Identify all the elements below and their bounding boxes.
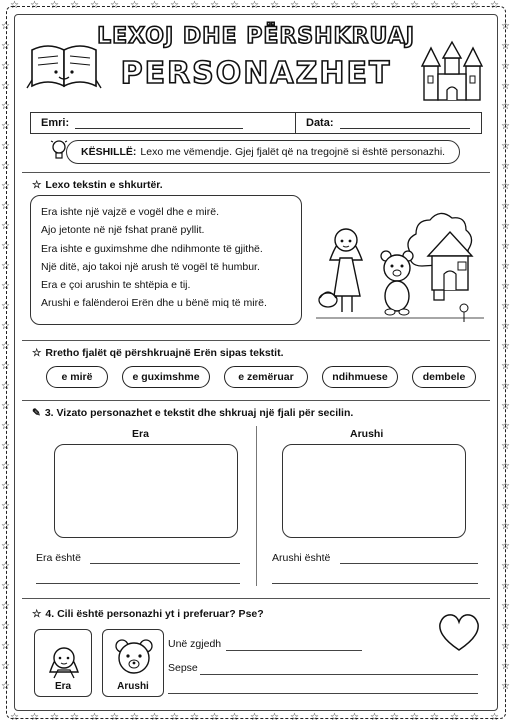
border-star-icon: ☆ <box>210 0 219 11</box>
choice-label-arushi: Arushi <box>117 681 149 692</box>
answer3-line[interactable] <box>168 693 478 694</box>
word-option[interactable]: ndihmuese <box>322 366 398 388</box>
border-star-icon: ☆ <box>70 0 79 11</box>
word-option[interactable]: e guximshme <box>122 366 210 388</box>
border-star-icon: ☆ <box>30 712 39 723</box>
border-star-icon: ☆ <box>1 221 10 232</box>
border-star-icon: ☆ <box>430 712 439 723</box>
border-star-icon: ☆ <box>501 21 510 32</box>
date-label: Data: <box>306 117 334 129</box>
border-star-icon: ☆ <box>1 581 10 592</box>
border-star-icon: ☆ <box>501 181 510 192</box>
border-star-icon: ☆ <box>190 712 199 723</box>
divider <box>22 598 490 599</box>
border-star-icon: ☆ <box>501 121 510 132</box>
border-star-icon: ☆ <box>1 621 10 632</box>
border-star-icon: ☆ <box>1 161 10 172</box>
left-sentence-prompt <box>36 552 81 564</box>
right-sentence-prompt <box>272 552 330 564</box>
border-star-icon: ☆ <box>501 441 510 452</box>
border-star-icon: ☆ <box>1 261 10 272</box>
border-star-icon: ☆ <box>1 121 10 132</box>
answer-line[interactable] <box>340 563 478 564</box>
border-star-icon: ☆ <box>501 421 510 432</box>
border-star-icon: ☆ <box>501 501 510 512</box>
border-star-icon: ☆ <box>1 361 10 372</box>
border-star-icon: ☆ <box>110 712 119 723</box>
border-star-icon: ☆ <box>1 681 10 692</box>
border-star-icon: ☆ <box>450 0 459 11</box>
border-star-icon: ☆ <box>1 421 10 432</box>
name-field[interactable] <box>75 118 243 129</box>
border-star-icon: ☆ <box>501 241 510 252</box>
answer-line[interactable] <box>36 583 240 584</box>
border-star-icon: ☆ <box>1 661 10 672</box>
border-star-icon: ☆ <box>501 261 510 272</box>
border-star-icon: ☆ <box>490 0 499 11</box>
section1-title: Lexo tekstin e shkurtër. <box>45 179 163 191</box>
answer-line[interactable] <box>90 563 240 564</box>
border-star-icon: ☆ <box>190 0 199 11</box>
border-star-icon: ☆ <box>501 681 510 692</box>
border-star-icon: ☆ <box>1 401 10 412</box>
border-star-icon: ☆ <box>170 0 179 11</box>
border-star-icon: ☆ <box>1 181 10 192</box>
border-star-icon: ☆ <box>1 601 10 612</box>
border-star-icon: ☆ <box>1 501 10 512</box>
border-star-icon: ☆ <box>490 712 499 723</box>
pencil-icon: ✎ <box>32 407 41 419</box>
title-line-2: PERSONAZHET <box>120 56 392 91</box>
section2-title: Rretho fjalët që përshkruajnë Erën sipas tekstit. <box>45 347 284 359</box>
date-cell <box>295 113 481 133</box>
right-character-name: Arushi <box>350 428 384 440</box>
border-star-icon: ☆ <box>350 0 359 11</box>
border-star-icon: ☆ <box>501 201 510 212</box>
tip-box <box>66 140 460 164</box>
name-date-row <box>30 112 482 134</box>
word-option[interactable]: e zemëruar <box>224 366 308 388</box>
border-star-icon: ☆ <box>501 381 510 392</box>
heart-icon <box>436 612 482 654</box>
answer2-line[interactable] <box>200 674 478 675</box>
border-star-icon: ☆ <box>501 101 510 112</box>
border-star-icon: ☆ <box>501 621 510 632</box>
story-line: Era e çoi arushin te shtëpia e tij. <box>41 279 191 292</box>
story-line: Arushi e falënderoi Erën dhe u bënë miq të mirë. <box>41 297 267 310</box>
tip-text: Lexo me vëmendje. Gjej fjalët që na tregojnë si është personazhi. <box>140 146 446 158</box>
border-star-icon: ☆ <box>501 221 510 232</box>
title-line-1: LEXOJ DHE PËRSHKRUAJ <box>97 24 415 49</box>
border-star-icon: ☆ <box>350 712 359 723</box>
border-star-icon: ☆ <box>1 141 10 152</box>
border-star-icon: ☆ <box>1 21 10 32</box>
answer-line[interactable] <box>272 583 478 584</box>
border-star-icon: ☆ <box>501 341 510 352</box>
section1-heading <box>32 179 163 191</box>
border-star-icon: ☆ <box>150 712 159 723</box>
border-star-icon: ☆ <box>270 712 279 723</box>
border-star-icon: ☆ <box>501 601 510 612</box>
border-star-icon: ☆ <box>1 281 10 292</box>
section3-title: 3. Vizato personazhet e tekstit dhe shkruaj një fjali për secilin. <box>44 407 354 419</box>
section4-heading <box>32 608 264 620</box>
border-star-icon: ☆ <box>290 712 299 723</box>
word-option[interactable]: e mirë <box>46 366 108 388</box>
bear-icon <box>114 636 154 678</box>
border-star-icon: ☆ <box>501 161 510 172</box>
border-star-icon: ☆ <box>70 712 79 723</box>
section4-title: 4. Cili është personazhi yt i preferuar? Pse? <box>45 608 264 620</box>
border-star-icon: ☆ <box>270 0 279 11</box>
name-label: Emri: <box>41 117 70 129</box>
border-star-icon: ☆ <box>501 281 510 292</box>
border-star-icon: ☆ <box>501 521 510 532</box>
choice-card-arushi[interactable] <box>102 629 164 697</box>
border-star-icon: ☆ <box>1 341 10 352</box>
story-box <box>30 195 302 325</box>
border-star-icon: ☆ <box>1 381 10 392</box>
border-star-icon: ☆ <box>1 481 10 492</box>
border-star-icon: ☆ <box>1 641 10 652</box>
border-star-icon: ☆ <box>230 712 239 723</box>
border-star-icon: ☆ <box>501 461 510 472</box>
drawing-box-right[interactable] <box>282 444 466 538</box>
border-star-icon: ☆ <box>1 101 10 112</box>
girl-icon <box>44 634 84 680</box>
border-star-icon: ☆ <box>501 301 510 312</box>
border-star-icon: ☆ <box>470 712 479 723</box>
choice-card-era[interactable] <box>34 629 92 697</box>
border-star-icon: ☆ <box>1 541 10 552</box>
border-star-icon: ☆ <box>370 712 379 723</box>
border-star-icon: ☆ <box>90 0 99 11</box>
border-star-icon: ☆ <box>390 712 399 723</box>
star-icon: ☆ <box>32 179 42 191</box>
divider <box>22 340 490 341</box>
border-star-icon: ☆ <box>210 712 219 723</box>
border-star-icon: ☆ <box>1 321 10 332</box>
border-star-icon: ☆ <box>501 481 510 492</box>
border-star-icon: ☆ <box>410 0 419 11</box>
divider <box>22 172 490 173</box>
border-star-icon: ☆ <box>370 0 379 11</box>
border-star-icon: ☆ <box>1 61 10 72</box>
section3-heading <box>32 407 353 419</box>
word-option[interactable]: dembele <box>412 366 476 388</box>
border-star-icon: ☆ <box>1 441 10 452</box>
border-star-icon: ☆ <box>501 641 510 652</box>
left-character-name: Era <box>132 428 149 440</box>
border-star-icon: ☆ <box>501 401 510 412</box>
border-star-icon: ☆ <box>1 561 10 572</box>
border-star-icon: ☆ <box>501 541 510 552</box>
border-star-icon: ☆ <box>501 561 510 572</box>
border-star-icon: ☆ <box>501 361 510 372</box>
left-sentence-label: Era është <box>36 552 81 564</box>
border-star-icon: ☆ <box>310 712 319 723</box>
story-line: Një ditë, ajo takoi një arush të vogël të humbur. <box>41 260 260 273</box>
name-cell <box>31 113 295 133</box>
border-star-icon: ☆ <box>250 0 259 11</box>
story-line: Era ishte një vajzë e vogël dhe e mirë. <box>41 206 220 218</box>
border-star-icon: ☆ <box>501 321 510 332</box>
choice-label-era: Era <box>54 681 72 692</box>
divider <box>22 400 490 401</box>
border-star-icon: ☆ <box>1 81 10 92</box>
border-star-icon: ☆ <box>501 661 510 672</box>
border-star-icon: ☆ <box>501 81 510 92</box>
border-star-icon: ☆ <box>410 712 419 723</box>
border-star-icon: ☆ <box>1 521 10 532</box>
right-sentence-label: Arushi është <box>272 552 331 564</box>
date-field[interactable] <box>340 118 470 129</box>
border-star-icon: ☆ <box>450 712 459 723</box>
border-star-icon: ☆ <box>1 301 10 312</box>
border-star-icon: ☆ <box>150 0 159 11</box>
border-star-icon: ☆ <box>170 712 179 723</box>
border-star-icon: ☆ <box>90 712 99 723</box>
border-star-icon: ☆ <box>430 0 439 11</box>
border-star-icon: ☆ <box>10 0 19 11</box>
section2-heading <box>32 347 284 359</box>
answer2-label: Sepse <box>168 662 198 674</box>
drawing-box-left[interactable] <box>54 444 238 538</box>
star-icon: ☆ <box>32 347 42 359</box>
story-line: Ajo jetonte në një fshat pranë pyllit. <box>41 224 205 237</box>
border-star-icon: ☆ <box>501 581 510 592</box>
border-star-icon: ☆ <box>1 201 10 212</box>
border-star-icon: ☆ <box>110 0 119 11</box>
column-divider <box>256 426 257 586</box>
border-star-icon: ☆ <box>1 461 10 472</box>
border-star-icon: ☆ <box>501 41 510 52</box>
border-star-icon: ☆ <box>501 141 510 152</box>
border-star-icon: ☆ <box>290 0 299 11</box>
story-illustration <box>312 196 490 328</box>
border-star-icon: ☆ <box>250 712 259 723</box>
border-star-icon: ☆ <box>501 61 510 72</box>
star-icon: ☆ <box>32 608 42 620</box>
border-star-icon: ☆ <box>130 712 139 723</box>
border-star-icon: ☆ <box>10 712 19 723</box>
border-star-icon: ☆ <box>330 712 339 723</box>
answer1-line[interactable] <box>226 650 362 651</box>
border-star-icon: ☆ <box>1 41 10 52</box>
border-star-icon: ☆ <box>230 0 239 11</box>
border-star-icon: ☆ <box>470 0 479 11</box>
border-star-icon: ☆ <box>390 0 399 11</box>
border-star-icon: ☆ <box>1 241 10 252</box>
border-star-icon: ☆ <box>30 0 39 11</box>
tip-label: KËSHILLË: <box>81 146 137 158</box>
border-star-icon: ☆ <box>50 712 59 723</box>
border-star-icon: ☆ <box>330 0 339 11</box>
border-star-icon: ☆ <box>310 0 319 11</box>
answer1-label: Unë zgjedh <box>168 638 222 650</box>
border-star-icon: ☆ <box>130 0 139 11</box>
border-star-icon: ☆ <box>50 0 59 11</box>
story-line: Era ishte e guximshme dhe ndihmonte të gjithë. <box>41 242 263 255</box>
